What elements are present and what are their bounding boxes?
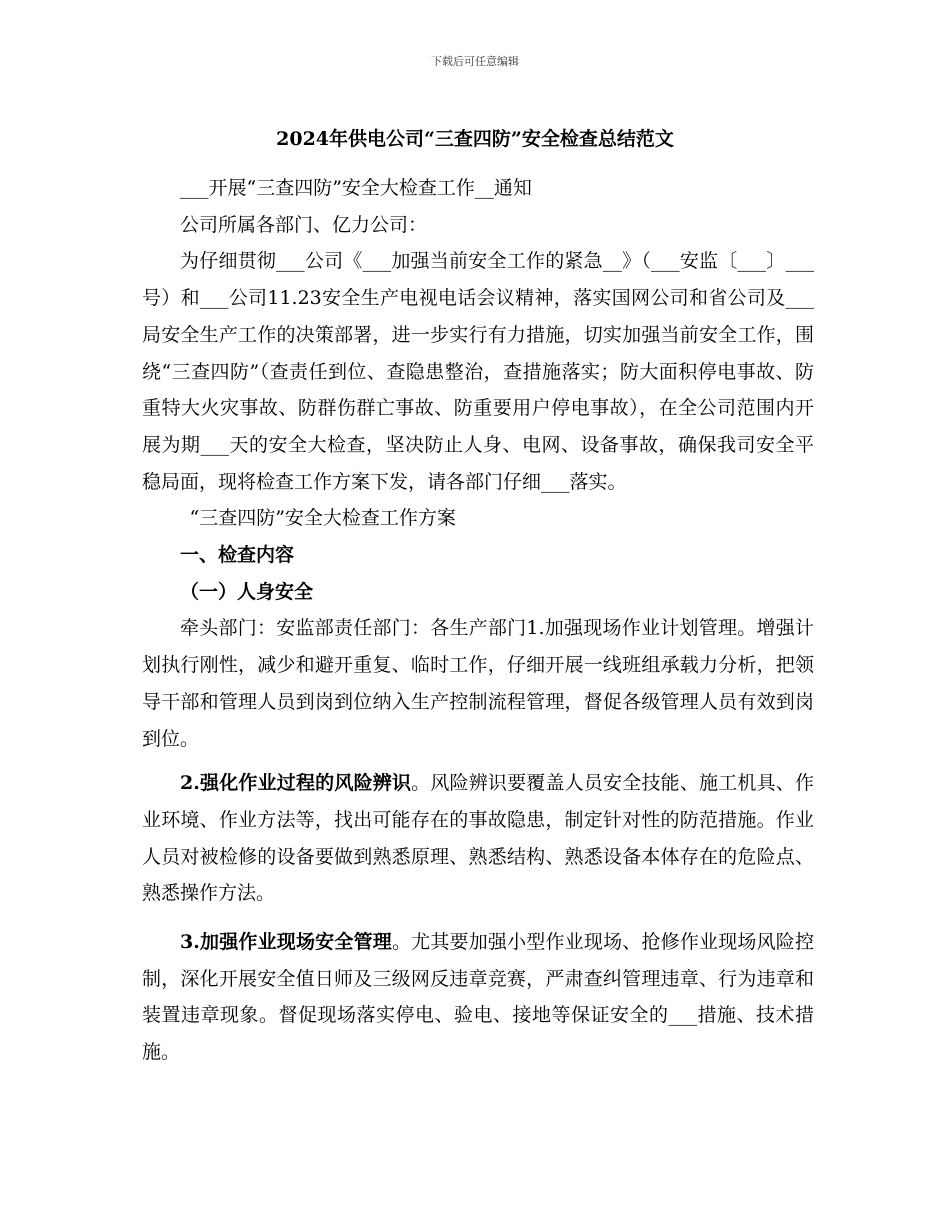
- item-2: [142, 765, 814, 912]
- subsection-heading: （一）人身安全: [180, 580, 314, 603]
- salutation: 公司所属各部门、亿力公司：: [180, 213, 428, 236]
- item-2-heading: 2.强化作业过程的风险辨识: [180, 772, 412, 795]
- item-1: 牵头部门：安监部责任部门：各生产部门1.加强现场作业计划管理。增强计划执行刚性，减少和避开重复、临时工作，仔细开展一线班组承载力分析，把领导干部和管理人员到岗到位纳入生产控制流程管理，督促各级管理人员有效到岗到位。: [142, 617, 814, 750]
- item-3: [142, 924, 814, 1071]
- notice-title: ___开展“三查四防”安全大检查工作__通知: [180, 177, 532, 199]
- page-header-note: 下载后可任意编辑: [431, 55, 519, 68]
- item-3-heading: 3.加强作业现场安全管理: [180, 931, 392, 954]
- document-body: [142, 170, 814, 1071]
- plan-title: “三查四防”安全大检查工作方案: [189, 507, 456, 530]
- document-title: 2024年供电公司“三查四防”安全检查总结范文: [276, 128, 674, 150]
- item-2-text: 。风险辨识要覆盖人员安全技能、施工机具、作业环境、作业方法等，找出可能存在的事故隐患，制定针对性的防范措施。作业人员对被检修的设备要做到熟悉原理、熟悉结构、熟悉设备本体存在的危险点、熟悉操作方法。: [142, 772, 814, 905]
- body-paragraph: 为仔细贯彻___公司《___加强当前安全工作的紧急__》（___安监〔___〕___号）和___公司11.23安全生产电视电话会议精神，落实国网公司和省公司及___局安全生产工作的决策部署，进一步实行有力措施，切实加强当前安全工作，围绕“三查四防”（查责任到位、查隐患整治，查措施落实；防大面积停电事故、防重特大火灾事故、防群伤群亡事故、防重要用户停电事故），在全公司范围内开展为期___天的安全大检查，坚决防止人身、电网、设备事故，确保我司安全平稳局面，现将检查工作方案下发，请各部门仔细___落实。: [142, 250, 814, 493]
- item-3-text: 。尤其要加强小型作业现场、抢修作业现场风险控制，深化开展安全值日师及三级网反违章竞赛，严肃查纠管理违章、行为违章和装置违章现象。督促现场落实停电、验电、接地等保证安全的___措施、技术措施。: [142, 931, 814, 1064]
- section-heading: 一、检查内容: [180, 544, 295, 567]
